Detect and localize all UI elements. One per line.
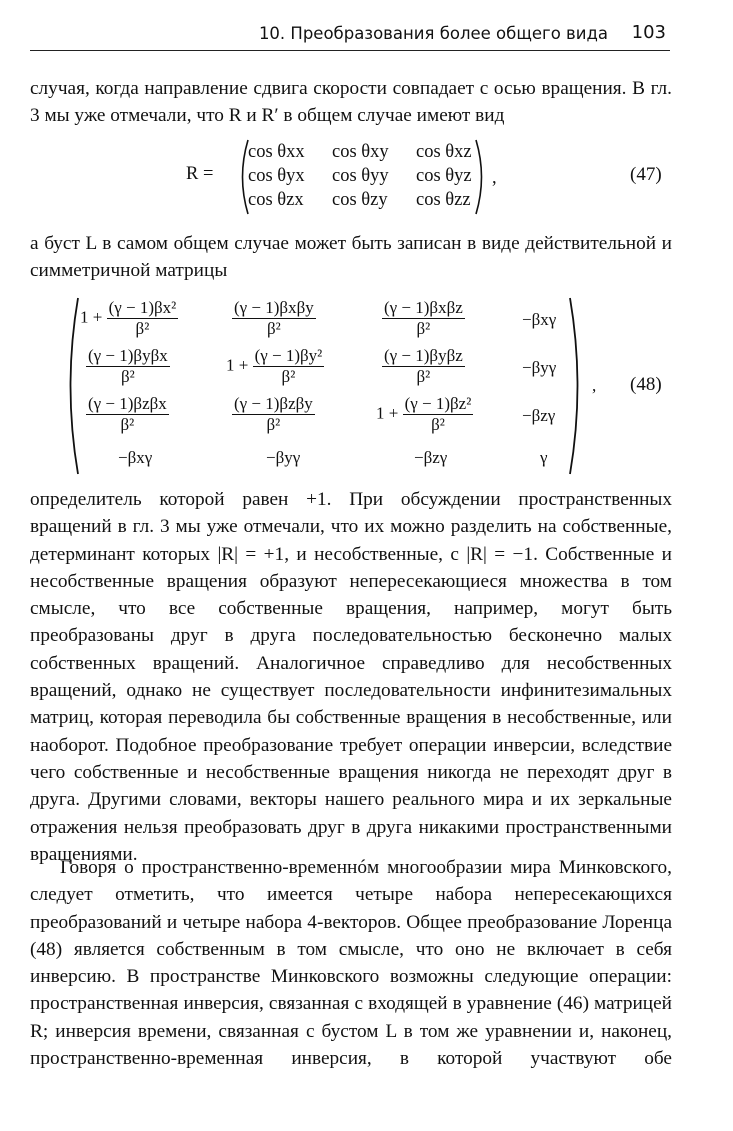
numerator: (γ − 1)βzβx [88,394,167,413]
numerator: (γ − 1)βyβx [88,346,168,365]
denominator: β² [266,415,281,434]
numerator: (γ − 1)βxβy [234,298,314,317]
cell-prefix: 1 + [80,307,103,327]
matrix-47 [248,140,488,212]
equation-48 [0,296,733,476]
fraction [232,298,316,339]
matrix-48-cell: −βyγ [522,358,557,377]
denominator: β² [281,367,296,386]
matrix-48-cell [232,394,315,435]
fraction [107,298,179,339]
denominator: β² [416,319,431,338]
cell-prefix: 1 + [376,403,399,423]
matrix-47-cell: cos θxy [332,142,389,162]
paragraph-4: Говоря о пространственно-временнóм многообразии мира Минковского, следует отметить, что имеется четыре набора непересекающихся преобразований и четыре набора 4-векторов. Общее преобразование Лоренца (48) является собственным в том смысле, что оно не включает в себя инверсию. В пространстве Минковского возможны следующие операции: пространственная инверсия, связанная с входящей в уравнение (46) матрицей R; инверсия времени, связанная с бустом L в том же уравнении и, наконец, пространственно-временная инверсия, в которой участвуют обе [30,857,672,1070]
matrix-48-cell [382,298,465,339]
fraction [86,394,169,435]
matrix-47-cell: cos θzz [416,190,471,210]
numerator: (γ − 1)βxβz [384,298,463,317]
page-number: 103 [631,22,666,43]
matrix-48-cell: −βzγ [522,406,556,425]
equation-48-comma: , [592,376,597,395]
equation-47-lhs: R = [186,164,214,184]
cell-prefix: 1 + [226,355,249,375]
denominator: β² [431,415,445,434]
equation-48-number: (48) [630,374,662,395]
matrix-48-cell: −βyγ [266,448,301,467]
matrix-48-cell [376,394,473,435]
matrix-47-cell: cos θxx [248,142,305,162]
matrix-48-cell [86,394,169,435]
matrix-48-cell: −βxγ [522,310,557,329]
paragraph-2: а буст L в самом общем случае может быть записан в виде действительной и симметричной матрицы [30,233,672,282]
left-paren-48 [62,296,80,476]
header-title: 10. Преобразования более общего вида [258,24,608,43]
matrix-48-cell [232,298,316,339]
matrix-48-cell: −βxγ [118,448,153,467]
denominator: β² [266,319,281,338]
matrix-47-cell: cos θyy [332,166,389,186]
matrix-48-cell [226,346,324,387]
fraction [86,346,170,387]
matrix-47-cell: cos θxz [416,142,472,162]
equation-47 [0,138,733,216]
fraction [382,346,465,387]
denominator: β² [135,319,150,338]
paragraph-1: случая, когда направление сдвига скорости совпадает с осью вращения. В гл. 3 мы уже отмечали, что R и R′ в общем случае имеют вид [30,78,672,127]
numerator: (γ − 1)βzβy [234,394,313,413]
denominator: β² [416,367,431,386]
matrix-48-cell: γ [540,448,548,467]
matrix-47-cell: cos θyz [416,166,472,186]
fraction [403,394,474,435]
running-header [30,22,670,51]
matrix-47-cell: cos θzy [332,190,388,210]
denominator: β² [120,415,135,434]
equation-47-comma: , [492,168,497,188]
equation-47-number: (47) [630,164,662,185]
matrix-48-cell [382,346,465,387]
right-paren-47 [474,138,488,216]
numerator: (γ − 1)βyβz [384,346,463,365]
fraction [382,298,465,339]
matrix-48-cell: −βzγ [414,448,448,467]
matrix-47-cell: cos θyx [248,166,305,186]
numerator: (γ − 1)βx² [108,298,177,317]
matrix-48-cell [80,298,178,339]
denominator: β² [120,367,135,386]
fraction [232,394,315,435]
matrix-48-cell [86,346,170,387]
fraction [253,346,325,387]
numerator: (γ − 1)βz² [404,394,472,413]
right-paren-48 [568,296,586,476]
matrix-47-cell: cos θzx [248,190,304,210]
paragraph-3: определитель которой равен +1. При обсуждении пространственных вращений в гл. 3 мы уже отмечали, что их можно разделить на собственные, детерминант которых |R| = +1, и несобственные, с |R| = −1. Собственные и несобственные вращения образуют непересекающиеся множества в том смысле, что все собственные вращения, например, могут быть преобразованы друг в друга последовательностью бесконечно малых собственных вращений. Аналогичное справедливо для несобственных вращений, однако не существует последовательности инфинитезимальных матриц, которая переводила бы собственные вращения в несобственные, или наоборот. Подобное преобразование требует операции инверсии, вследствие чего собственные и несобственные вращения никогда не переходят друг в друга. Другими словами, векторы нашего реального мира и их зеркальные отражения нельзя преобразовать друг в друга никакими пространственными вращениями. [30,489,672,865]
numerator: (γ − 1)βy² [254,346,323,365]
